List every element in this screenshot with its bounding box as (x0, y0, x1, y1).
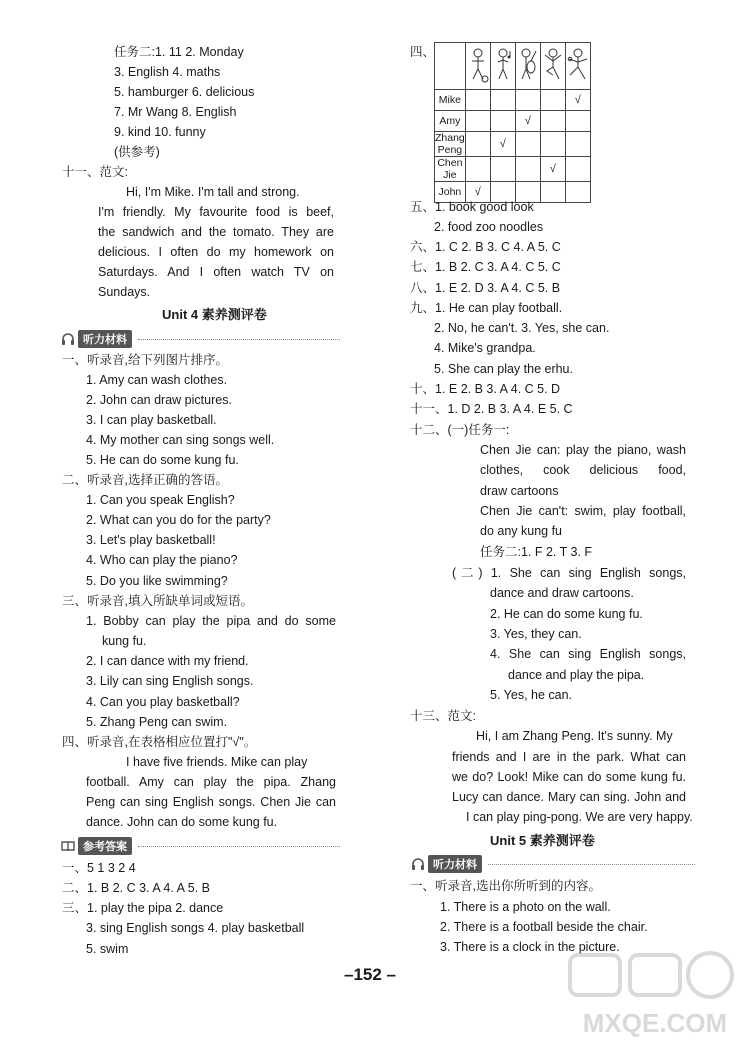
unit4-title: Unit 4 素养测评卷 (162, 307, 267, 322)
text-line: 1. Bobby can play the pipa and do some (86, 614, 336, 628)
text-line: I can play ping-pong. We are very happy. (466, 810, 693, 824)
text-line: 十一、1. D 2. B 3. A 4. E 5. C (410, 402, 573, 416)
table-row (435, 132, 591, 157)
section-heading: 五、1. book good look (410, 200, 534, 214)
text-line: draw cartoons (480, 484, 559, 498)
check-cell (540, 90, 565, 111)
text-line: the sandwich and the tomato. They are (98, 225, 334, 239)
row-name: Zhang Peng (435, 132, 465, 156)
text-line: I have five friends. Mike can play (126, 755, 308, 769)
text-line: 2. No, he can't. 3. Yes, she can. (434, 321, 610, 335)
row-name: Mike (435, 90, 466, 111)
check-cell (490, 157, 515, 182)
watermark-text: MXQE.COM (582, 1008, 728, 1038)
text-line: 2. What can you do for the party? (86, 513, 271, 527)
text-line: 二、1. B 2. C 3. A 4. A 5. B (62, 881, 210, 895)
text-line: 3. I can play basketball. (86, 413, 217, 427)
text-line: 1. Can you speak English? (86, 493, 235, 507)
text-line: 六、1. C 2. B 3. C 4. A 5. C (410, 240, 561, 254)
text-line: 三、1. play the pipa 2. dance (62, 901, 224, 915)
text-line: I'm friendly. My favourite food is beef, (98, 205, 334, 219)
listening-banner (410, 855, 695, 873)
section-heading: 一、听录音,给下列图片排序。 (62, 353, 228, 367)
picture-dancing-kid (540, 43, 565, 90)
section-heading: 三、听录音,填入所缺单词或短语。 (62, 594, 253, 608)
text-line: 2. He can do some kung fu. (490, 607, 643, 621)
text-line: 2. There is a football beside the chair. (440, 920, 648, 934)
text-line: (供参考) (114, 145, 160, 159)
row-name: John (435, 182, 466, 203)
text-line: dance and play the pipa. (508, 668, 645, 682)
check-cell (540, 132, 565, 157)
text-line: 4. My mother can sing songs well. (86, 433, 275, 447)
text-line: 2. food zoo noodles (434, 220, 544, 234)
text-line: 一、5 1 3 2 4 (62, 861, 136, 875)
text-line: football. Amy can play the pipa. Zhang (86, 775, 336, 789)
check-cell (465, 132, 490, 157)
text-line: Chen Jie can: play the piano, wash (480, 443, 686, 457)
text-line: 3. English 4. maths (114, 65, 221, 79)
text-line: friends and I are in the park. What can (452, 750, 686, 764)
check-cell (465, 90, 490, 111)
section-heading: 十三、范文: (410, 709, 476, 723)
text-line: Sundays. (98, 285, 151, 299)
answers-tag: 参考答案 (78, 837, 132, 855)
text-line: 3. Yes, they can. (490, 627, 582, 641)
listening-banner (60, 330, 340, 348)
text-line: kung fu. (102, 634, 147, 648)
section-heading: 四、 (410, 45, 436, 59)
picture-singing-kid (490, 43, 515, 90)
check-cell (515, 132, 540, 157)
text-line: 5. She can play the erhu. (434, 362, 573, 376)
row-name: Amy (435, 111, 466, 132)
check-cell: √ (490, 132, 515, 157)
divider (138, 846, 340, 847)
section-heading: 十一、范文: (62, 165, 128, 179)
text-line: 七、1. B 2. C 3. A 4. C 5. C (410, 260, 561, 274)
text-line: 3. Lily can sing English songs. (86, 674, 254, 688)
check-cell (515, 90, 540, 111)
divider (488, 864, 695, 865)
text-line: 5. swim (86, 942, 129, 956)
text-line: 2. John can draw pictures. (86, 393, 232, 407)
text-line: dance. John can do some kung fu. (86, 815, 278, 829)
section-heading: 四、听录音,在表格相应位置打"√"。 (62, 735, 257, 749)
text-line: clothes, cook delicious food, (480, 463, 686, 477)
watermark-logo (560, 950, 750, 1040)
section-heading: 二、听录音,选择正确的答语。 (62, 473, 228, 487)
text-line: 5. Yes, he can. (490, 688, 573, 702)
text-line: Peng can sing English songs. Chen Jie can (86, 795, 336, 809)
text-line: 5. Zhang Peng can swim. (86, 715, 228, 729)
text-line: 2. I can dance with my friend. (86, 654, 249, 668)
text-line: 9. kind 10. funny (114, 125, 206, 139)
text-line: 4. Can you play basketball? (86, 695, 240, 709)
headphones-icon (60, 331, 76, 347)
check-cell: √ (465, 182, 490, 203)
listening-tag: 听力材料 (78, 330, 132, 348)
text-line: 1. There is a photo on the wall. (440, 900, 611, 914)
check-cell (565, 132, 590, 157)
check-cell (465, 111, 490, 132)
check-cell (465, 157, 490, 182)
picture-football-kid (465, 43, 490, 90)
text-line: do any kung fu (480, 524, 563, 538)
answer-table (434, 42, 591, 203)
text-line: 九、1. He can play football. (410, 301, 563, 315)
text-line: 5. Do you like swimming? (86, 574, 228, 588)
check-cell (490, 111, 515, 132)
headphones-icon (410, 856, 426, 872)
check-cell (490, 90, 515, 111)
page-number: –152 – (344, 965, 396, 984)
book-icon (60, 838, 76, 854)
text-line: dance and draw cartoons. (490, 586, 634, 600)
check-cell (565, 157, 590, 182)
text-line: Lucy can dance. Mary can sing. John and (452, 790, 686, 804)
text-line: 1. Amy can wash clothes. (86, 373, 228, 387)
text-line: delicious. I often do my homework on (98, 245, 334, 259)
text-line: 7. Mr Wang 8. English (114, 105, 237, 119)
section-heading: 一、听录音,选出你所听到的内容。 (410, 879, 601, 893)
text-line: Hi, I'm Mike. I'm tall and strong. (126, 185, 300, 199)
check-cell (540, 111, 565, 132)
picture-pipa-kid (515, 43, 540, 90)
unit5-title: Unit 5 素养测评卷 (490, 833, 595, 848)
picture-kungfu-kid (565, 43, 590, 90)
text-line: 十、1. E 2. B 3. A 4. C 5. D (410, 382, 561, 396)
section-heading: 十二、(一)任务一: (410, 423, 510, 437)
text-line: Saturdays. And I often watch TV on (98, 265, 334, 279)
text-line: 5. He can do some kung fu. (86, 453, 239, 467)
listening-tag: 听力材料 (428, 855, 482, 873)
check-cell (565, 111, 590, 132)
text-line: 任务二:1. 11 2. Monday (114, 45, 244, 59)
check-cell: √ (565, 90, 590, 111)
table-row (435, 111, 591, 132)
row-name: Chen Jie (435, 157, 466, 182)
divider (138, 339, 340, 340)
text-line: 3. There is a clock in the picture. (440, 940, 620, 954)
text-line: (二) 1. She can sing English songs, (452, 566, 686, 580)
text-line: Hi, I am Zhang Peng. It's sunny. My (476, 729, 673, 743)
answers-banner (60, 837, 340, 855)
table-corner-cell (435, 43, 466, 90)
text-line: we do? Look! Mike can do some kung fu. (452, 770, 686, 784)
text-line: 4. Mike's grandpa. (434, 341, 536, 355)
text-line: 3. Let's play basketball! (86, 533, 216, 547)
table-row (435, 157, 591, 182)
check-cell: √ (540, 157, 565, 182)
text-line: 八、1. E 2. D 3. A 4. C 5. B (410, 281, 561, 295)
text-line: 任务二:1. F 2. T 3. F (480, 545, 593, 559)
check-cell (565, 182, 590, 203)
table-row (435, 90, 591, 111)
text-line: 3. sing English songs 4. play basketball (86, 921, 305, 935)
text-line: 4. Who can play the piano? (86, 553, 238, 567)
check-cell (515, 157, 540, 182)
text-line: 5. hamburger 6. delicious (114, 85, 255, 99)
table-header-row (435, 43, 591, 90)
check-cell (540, 182, 565, 203)
text-line: Chen Jie can't: swim, play football, (480, 504, 686, 518)
text-line: 4. She can sing English songs, (490, 647, 686, 661)
check-cell: √ (515, 111, 540, 132)
